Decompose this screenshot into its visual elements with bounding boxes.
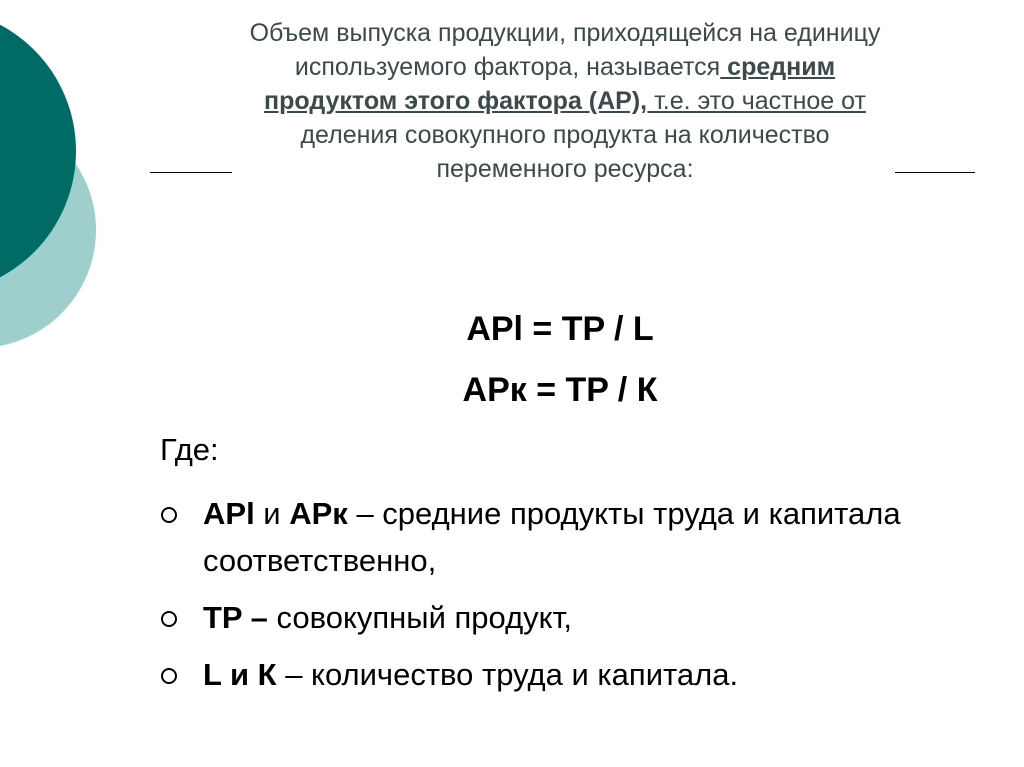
intro-line-5: переменного ресурса:: [436, 155, 694, 183]
term-average-product: средним: [720, 53, 836, 81]
intro-line-3: [160, 84, 970, 118]
conjunction: и: [254, 496, 290, 531]
list-item: [160, 490, 960, 584]
underline-left: [150, 172, 232, 173]
intro-line-1: Объем выпуска продукции, приходящейся на единицу: [249, 19, 881, 47]
definition-text: совокупный продукт,: [267, 600, 572, 635]
list-item: [160, 594, 960, 641]
symbol-apl: APl: [203, 496, 255, 531]
definition-text: – количество труда и капитала.: [276, 657, 739, 692]
list-item: [160, 651, 960, 698]
bullet-circle-icon: [161, 668, 177, 684]
symbol-tp: TP –: [203, 600, 268, 635]
definition-paragraph: [160, 16, 970, 186]
underline-right: [895, 172, 975, 173]
formula-labor: APl = TP / L: [466, 310, 654, 348]
intro-after-term: т.е. это частное от: [654, 87, 866, 115]
definitions-list: [160, 490, 960, 708]
bullet-circle-icon: [161, 507, 177, 523]
intro-line-2-text: используемого фактора, называется: [294, 53, 721, 81]
where-label: Где:: [160, 432, 219, 467]
bullet-circle-icon: [161, 611, 177, 627]
symbol-l-k: L и К: [203, 657, 277, 692]
symbol-apk: APк: [289, 496, 348, 531]
formula-capital: APк = TP / К: [462, 371, 658, 409]
intro-line-2: [160, 50, 970, 84]
term-average-product-cont: продуктом этого фактора (АР),: [264, 87, 655, 115]
intro-line-4: деления совокупного продукта на количество: [300, 121, 830, 149]
definition-text: – средние продукты труда и капитала соответственно,: [203, 496, 901, 578]
